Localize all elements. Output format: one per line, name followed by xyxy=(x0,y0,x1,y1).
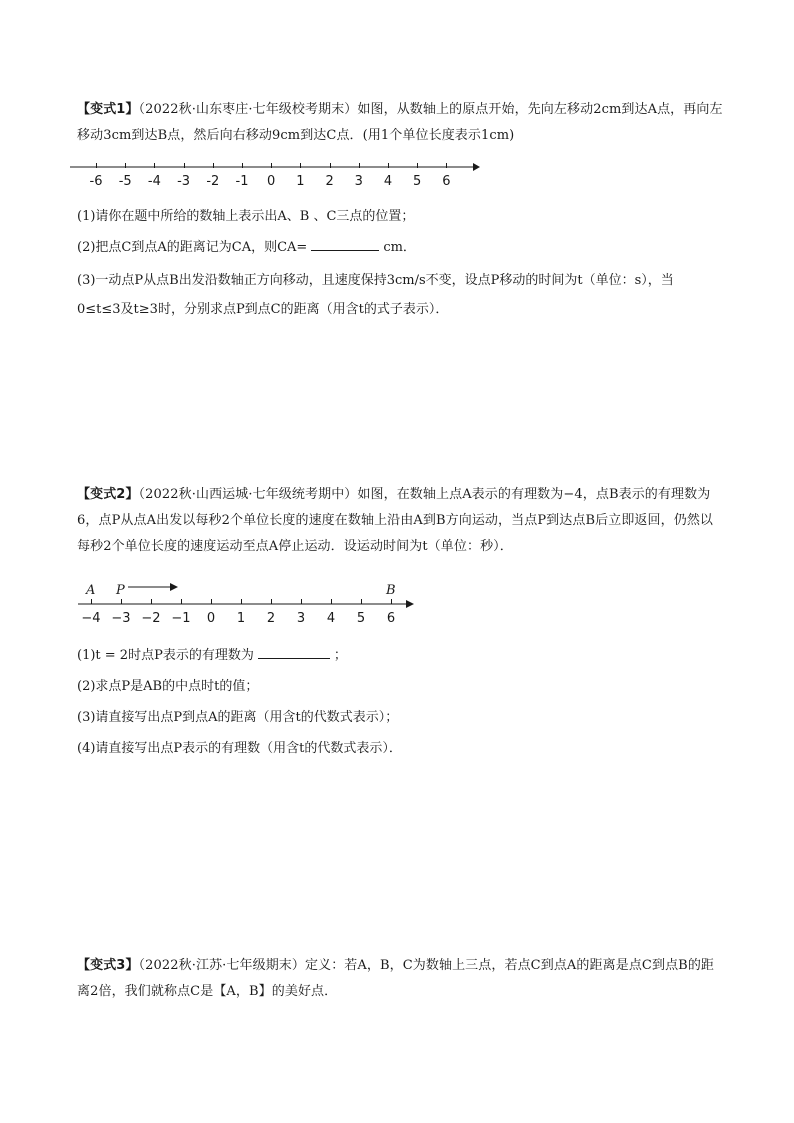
number-line-1-tick xyxy=(300,163,301,168)
motion-arrow-head xyxy=(170,583,178,591)
number-line-1-tick-label: 6 xyxy=(442,174,451,189)
number-line-1-tick-label: 1 xyxy=(296,174,305,189)
number-line-1-tick-label: -3 xyxy=(177,174,191,189)
variant3-intro xyxy=(77,953,725,1005)
variant1-q2-answer-blank[interactable] xyxy=(311,238,379,251)
variant1-q3-line2: 0≤t≤3及t≥3时，分别求点P到点C的距离（用含t的式子表示）． xyxy=(77,302,449,317)
variant2-text: （2022秋·山西运城·七年级统考期中）如图，在数轴上点A表示的有理数为−4，点B表示的有理数为6，点P从点A出发以每秒2个单位长度的速度在数轴上沿由A到B方向运动，当点P到达点B后立即返回，仍然以每秒2个单位长度的速度运动至点A停止运动．设运动时间为t（单位：秒）． xyxy=(77,487,714,554)
number-line-2-tick xyxy=(211,599,212,604)
number-line-1-tick-label: 4 xyxy=(383,174,393,189)
number-line-1-tick-label: -4 xyxy=(147,174,161,189)
number-line-2 xyxy=(78,582,418,612)
number-line-2-tick-label: −3 xyxy=(111,611,131,626)
number-line-2-tick xyxy=(121,599,122,604)
number-line-1-tick xyxy=(271,163,272,168)
number-line-1-tick xyxy=(154,163,155,168)
variant2-q4: (4)请直接写出点P表示的有理数（用含t的代数式表示）． xyxy=(77,741,402,756)
number-line-2-tick xyxy=(391,599,392,604)
number-line-1-tick xyxy=(359,163,360,168)
variant1-intro xyxy=(77,97,725,149)
variant2-q1-text: (1)t = 2时点P表示的有理数为 xyxy=(77,648,254,663)
number-line-2-tick xyxy=(271,599,272,604)
number-line-1-tick xyxy=(388,163,389,168)
variant2-intro xyxy=(77,482,725,560)
variant3-text: （2022秋·江苏·七年级期末）定义：若A，B，C为数轴上三点，若点C到点A的距离是点C到点B的距离2倍，我们就称点C是【A，B】的美好点． xyxy=(77,958,715,999)
variant3-tag: 【变式3】 xyxy=(77,958,139,973)
variant2-tag: 【变式2】 xyxy=(77,487,139,502)
number-line-1-tick-label: -5 xyxy=(118,174,132,189)
variant1-q2 xyxy=(77,236,416,255)
number-line-1-tick xyxy=(125,163,126,168)
variant1-q2-text: (2)把点C到点A的距离记为CA，则CA= xyxy=(77,240,308,255)
point-b-label: B xyxy=(386,583,396,598)
number-line-1-tick xyxy=(330,163,331,168)
number-line-2-tick-label: −4 xyxy=(81,611,101,626)
number-line-2-tick xyxy=(151,599,152,604)
number-line-1-tick xyxy=(213,163,214,168)
number-line-1-tick xyxy=(242,163,243,168)
number-line-1-tick-label: -2 xyxy=(206,174,220,189)
variant2-q1 xyxy=(77,644,347,663)
number-line-1-tick xyxy=(417,163,418,168)
variant2-q3: (3)请直接写出点P到点A的距离（用含t的代数式表示）； xyxy=(77,710,399,725)
number-line-2-tick xyxy=(181,599,182,604)
number-line-2-tick xyxy=(361,599,362,604)
number-line-2-tick-label: −1 xyxy=(171,611,191,626)
number-line-2-tick-label: 4 xyxy=(326,611,336,626)
number-line-2-tick xyxy=(91,599,92,604)
variant2-q1-end: ； xyxy=(333,648,347,663)
number-line-1-tick xyxy=(184,163,185,168)
number-line-1-tick xyxy=(446,163,447,168)
variant1-text: （2022秋·山东枣庄·七年级校考期末）如图，从数轴上的原点开始，先向左移动2cm到达A点，再向左移动3cm到达B点，然后向右移动9cm到达C点．(用1个单位长度表示1cm) xyxy=(77,102,723,143)
number-line-2-tick-label: 1 xyxy=(236,611,246,626)
variant1-q2-unit: cm． xyxy=(383,240,416,255)
number-line-2-tick-label: 2 xyxy=(266,611,276,626)
point-p-label: P xyxy=(116,583,125,598)
variant1-q3-line1: (3)一动点P从点B出发沿数轴正方向移动，且速度保持3cm/s不变，设点P移动的时间为t（单位：s），当 xyxy=(77,273,674,288)
number-line-2-tick xyxy=(241,599,242,604)
number-line-2-tick-label: −2 xyxy=(141,611,161,626)
number-line-2-tick-label: 0 xyxy=(206,611,216,626)
number-line-2-tick xyxy=(331,599,332,604)
point-a-label: A xyxy=(86,583,96,598)
number-line-1-tick xyxy=(96,163,97,168)
number-line-1-tick-label: 5 xyxy=(413,174,422,189)
variant1-q1: (1)请你在题中所给的数轴上表示出A、B 、C三点的位置； xyxy=(77,209,415,224)
number-line-1-tick-label: 2 xyxy=(325,174,334,189)
number-line-1-tick-label: -6 xyxy=(89,174,103,189)
variant2-q1-answer-blank[interactable] xyxy=(258,646,330,659)
number-line-2-tick-label: 3 xyxy=(296,611,306,626)
number-line-2-tick-label: 6 xyxy=(386,611,396,626)
variant2-q2: (2)求点P是AB的中点时t的值； xyxy=(77,679,259,694)
variant1-tag: 【变式1】 xyxy=(77,102,139,117)
number-line-1-tick-label: 3 xyxy=(354,174,363,189)
number-line-1-tick-label: -1 xyxy=(235,174,249,189)
number-line-2-tick xyxy=(301,599,302,604)
number-line-2-tick-label: 5 xyxy=(356,611,366,626)
number-line-1-tick-label: 0 xyxy=(267,174,276,189)
